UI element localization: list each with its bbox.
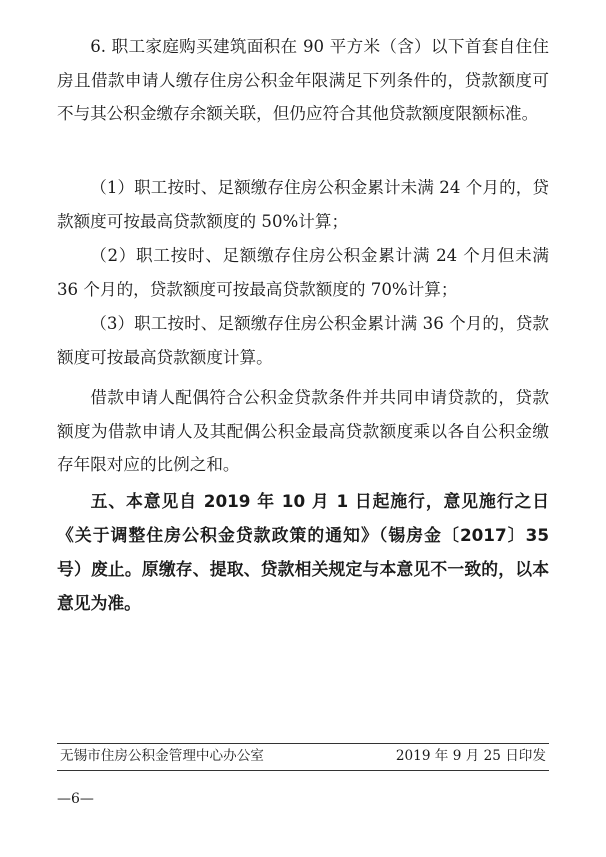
paragraph-spouse-loan: 借款申请人配偶符合公积金贷款条件并共同申请贷款的，贷款额度为借款申请人及其配偶公积金最高贷款额度乘以各自公积金缴存年限对应的比例之和。 [57, 388, 549, 475]
footer-issue-date: 2019 年 9 月 25 日印发 [395, 748, 546, 764]
paragraph-section-5-effective-date: 五、本意见自 2019 年 10 月 1 日起施行，意见施行之日《关于调整住房公积金贷款政策的通知》（锡房金〔2017〕35 号）废止。原缴存、提取、贷款相关规定与本意见不一致的，以本意见为准。 [57, 491, 549, 613]
footer-issuer: 无锡市住房公积金管理中心办公室 [60, 748, 264, 764]
paragraph-item6-housing-loan: 6. 职工家庭购买建筑面积在 90 平方米（含）以下首套自住住房且借款申请人缴存住房公积金年限满足下列条件的，贷款额度可不与其公积金缴存余额关联，但仍应符合其他贷款额度限额标准。 [57, 37, 549, 124]
paragraph-condition-2: （2）职工按时、足额缴存住房公积金累计满 24 个月但未满 36 个月的，贷款额度可按最高贷款额度的 70%计算； [57, 246, 549, 299]
paragraph-condition-1: （1）职工按时、足额缴存住房公积金累计未满 24 个月的，贷款额度可按最高贷款额度的 50%计算； [57, 178, 549, 231]
footer-bottom-rule [57, 770, 549, 771]
footer [60, 747, 546, 765]
paragraph-condition-3: （3）职工按时、足额缴存住房公积金累计满 36 个月的，贷款额度可按最高贷款额度计算。 [57, 314, 549, 367]
page-number: —6— [57, 791, 94, 807]
footer-top-rule [57, 743, 549, 744]
